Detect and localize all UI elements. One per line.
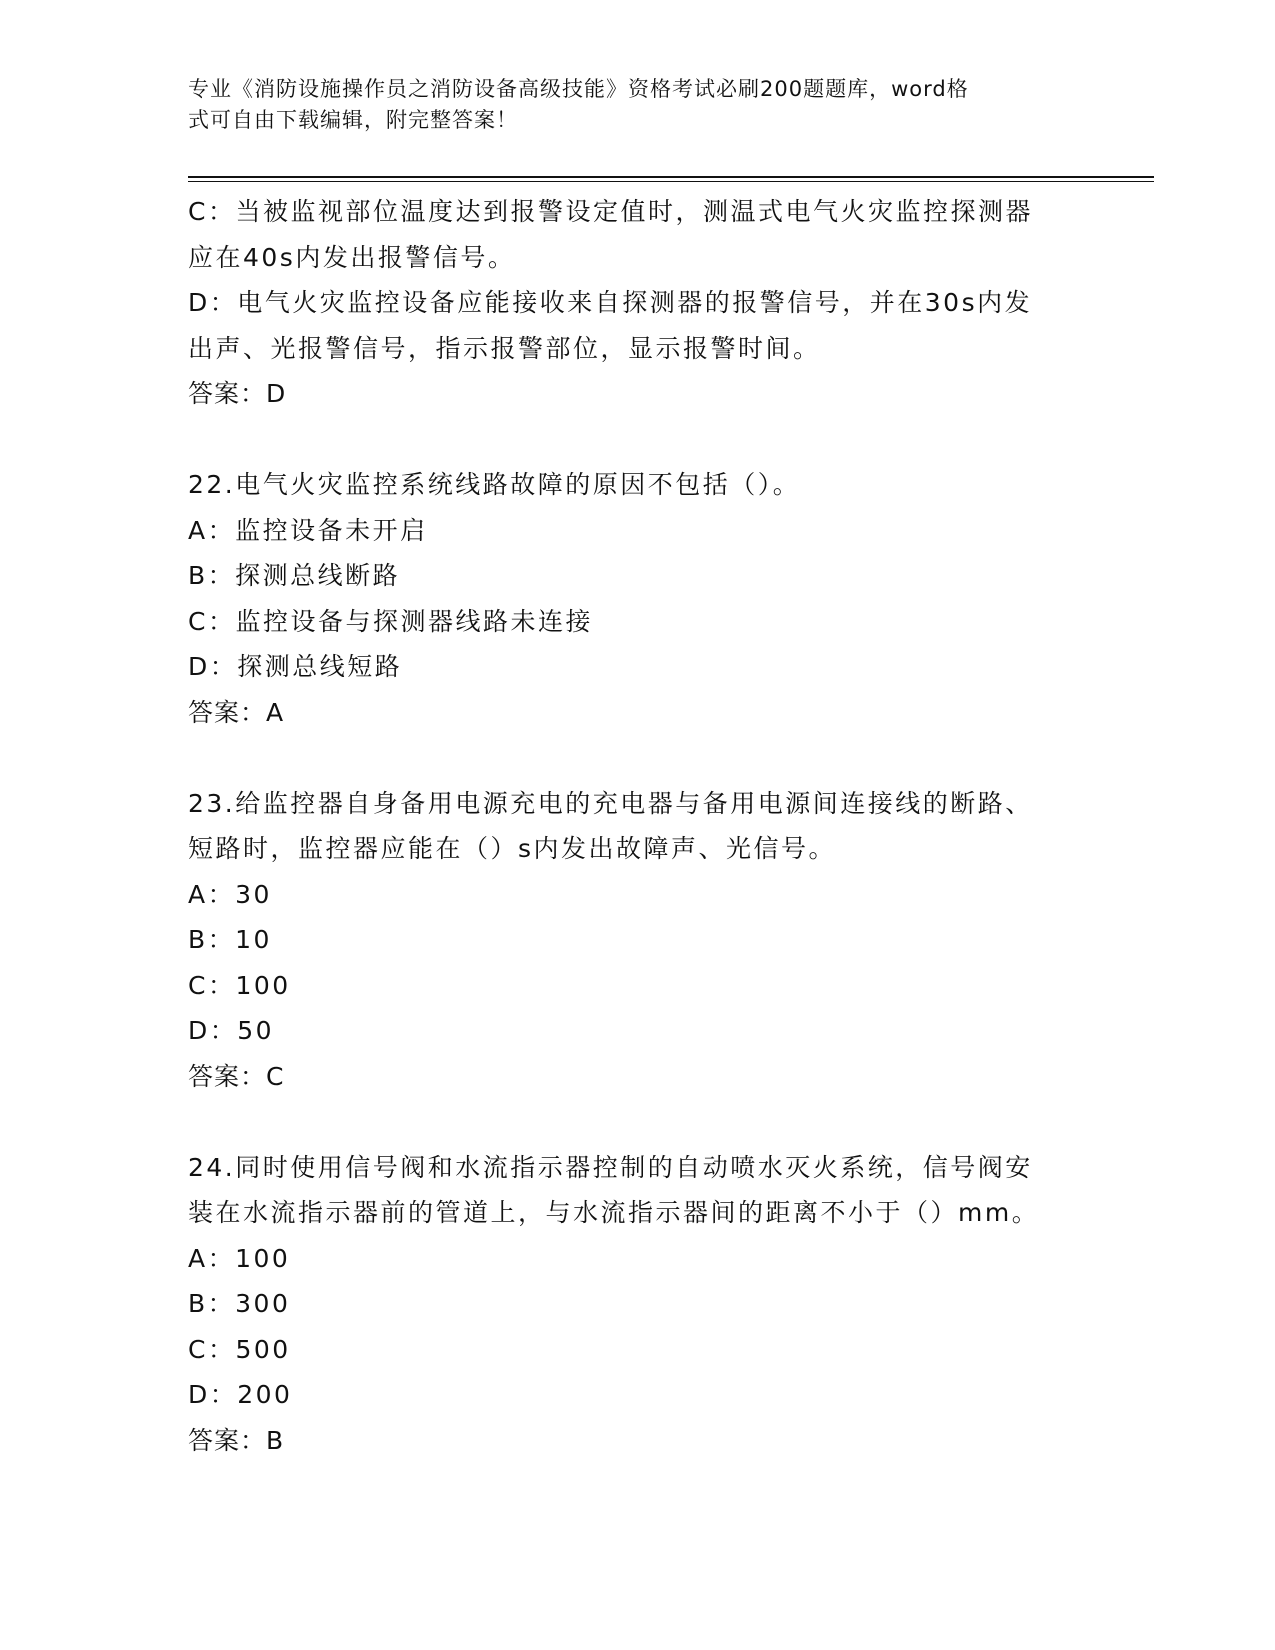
option-d: D：200 <box>188 1380 293 1409</box>
option-d-line-2: 出声、光报警信号，指示报警部位，显示报警时间。 <box>188 333 821 363</box>
spacer <box>188 1099 1088 1145</box>
option-c: C：100 <box>188 970 291 1000</box>
question-24 <box>188 1145 1088 1464</box>
question-stem: 22.电气火灾监控系统线路故障的原因不包括（）。 <box>188 470 801 499</box>
header-line-2: 式可自由下载编辑，附完整答案！ <box>188 108 518 132</box>
option-d: D：50 <box>188 1016 275 1045</box>
option-c-line-2: 应在40s内发出报警信号。 <box>188 242 516 272</box>
question-stem-line-1: 24.同时使用信号阀和水流指示器控制的自动喷水灭火系统，信号阀安 <box>188 1152 1033 1182</box>
option-c: C：500 <box>188 1334 291 1364</box>
answer: 答案：C <box>188 1061 285 1091</box>
option-c-line-1: C：当被监视部位温度达到报警设定值时，测温式电气火灾监控探测器 <box>188 197 1033 226</box>
option-b: B：10 <box>188 925 272 954</box>
spacer <box>188 735 1088 781</box>
option-b: B：300 <box>188 1289 291 1318</box>
option-c: C：监控设备与探测器线路未连接 <box>188 606 593 636</box>
option-b: B：探测总线断路 <box>188 561 401 590</box>
question-22 <box>188 462 1088 735</box>
header-line-1: 专业《消防设施操作员之消防设备高级技能》资格考试必刷200题题库，word格 <box>188 77 969 101</box>
question-stem-line-1: 23.给监控器自身备用电源充电的充电器与备用电源间连接线的断路、 <box>188 788 1033 818</box>
question-stem-line-2: 短路时，监控器应能在（）s内发出故障声、光信号。 <box>188 834 837 863</box>
option-d-line-1: D：电气火灾监控设备应能接收来自探测器的报警信号，并在30s内发 <box>188 288 1033 317</box>
option-a: A：30 <box>188 879 272 909</box>
question-21-tail <box>188 189 1088 417</box>
answer: 答案：B <box>188 1425 285 1455</box>
question-list <box>188 189 1088 1463</box>
page-header <box>188 74 1088 136</box>
question-stem-line-2: 装在水流指示器前的管道上，与水流指示器间的距离不小于（）mm。 <box>188 1198 1040 1227</box>
header-divider <box>188 176 1154 182</box>
option-a: A：100 <box>188 1243 291 1273</box>
question-23 <box>188 781 1088 1100</box>
spacer <box>188 417 1088 463</box>
option-d: D：探测总线短路 <box>188 652 403 681</box>
answer: 答案：D <box>188 379 287 408</box>
option-a: A：监控设备未开启 <box>188 515 428 545</box>
answer: 答案：A <box>188 697 285 727</box>
